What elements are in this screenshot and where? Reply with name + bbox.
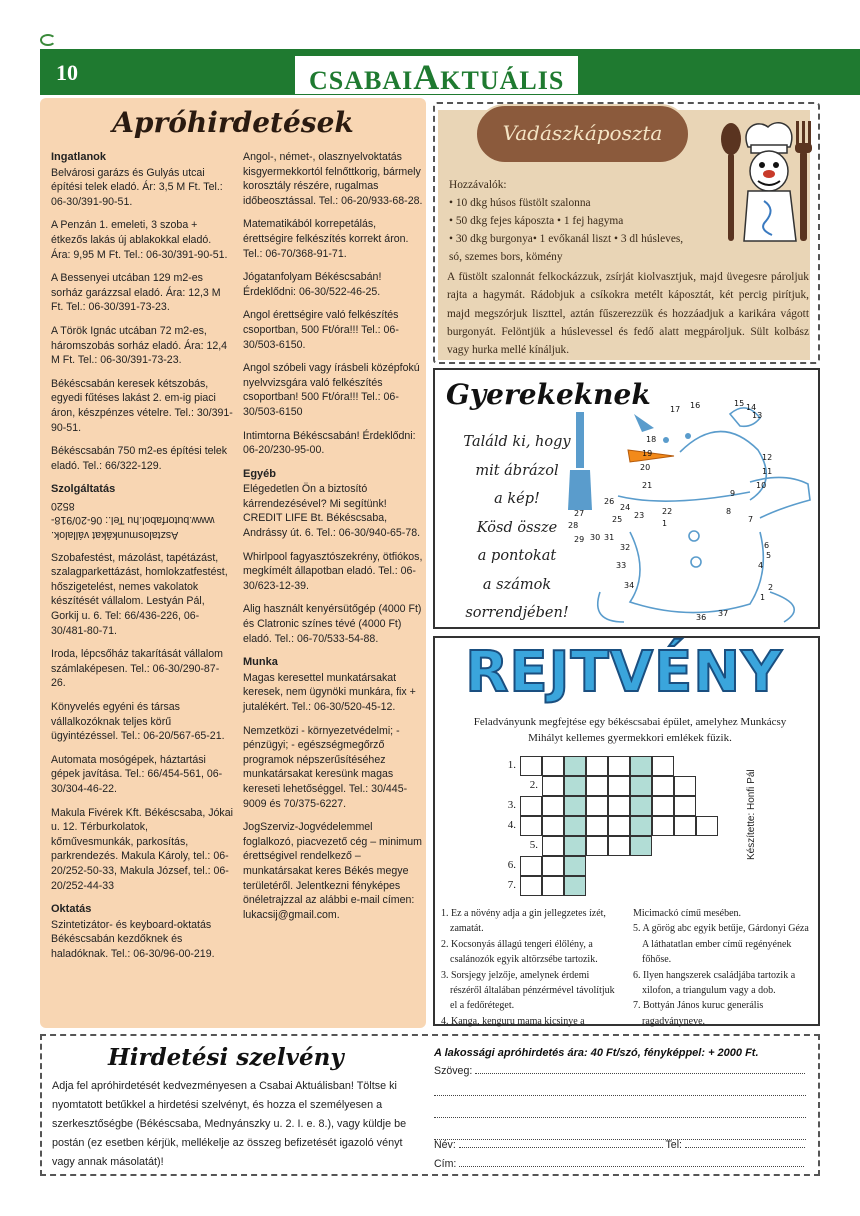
classified-ad: Jógatanfolyam Békéscsabán! Érdeklődni: 06-30/522-46-25. xyxy=(243,271,382,298)
svg-text:36: 36 xyxy=(696,613,707,622)
classified-ad: Makula Fivérek Kft. Békéscsaba, Jókai u. 12. Térburkolatok, kőművesmunkák, parkosítás, parkrendezés. Makula Károly, tel.: 06-20/252-50-33, Makula József, tel.: 06-20/252-44-33 xyxy=(51,806,233,892)
crossword-row-number: 2. xyxy=(529,779,538,791)
crossword-cell[interactable] xyxy=(630,756,652,776)
svg-text:32: 32 xyxy=(620,543,631,552)
coupon-text-line[interactable] xyxy=(434,1108,806,1121)
svg-text:31: 31 xyxy=(604,533,615,542)
classified-ad: Angol szóbeli vagy írásbeli középfokú nyelvvizsgára való felkészítés csoportban! 500 Ft/óra!!! Tel.: 06-30/503-6150 xyxy=(243,362,420,418)
crossword-cell[interactable] xyxy=(652,776,674,796)
svg-text:12: 12 xyxy=(762,453,773,462)
crossword-cell[interactable] xyxy=(564,776,586,796)
recipe-title: Vadászkáposzta xyxy=(502,121,663,145)
classified-ad: Könyvelés egyéni és társas vállalkozóknak teljes körű ügyintézéssel. Tel.: 06-20/567-65-21. xyxy=(51,701,225,743)
svg-text:8: 8 xyxy=(726,507,732,516)
svg-text:23: 23 xyxy=(634,511,645,520)
svg-text:22: 22 xyxy=(662,507,673,516)
svg-text:29: 29 xyxy=(574,535,585,544)
svg-text:14: 14 xyxy=(746,403,757,412)
paper-title xyxy=(295,56,578,97)
svg-text:11: 11 xyxy=(762,467,773,476)
svg-text:17: 17 xyxy=(670,405,681,414)
crossword-cell[interactable] xyxy=(520,856,542,876)
instruction-line: Találd ki, hogy xyxy=(463,434,571,450)
crossword-cell[interactable] xyxy=(564,836,586,856)
page-number: 10 xyxy=(56,60,78,85)
title-prefix: CSABAI xyxy=(309,66,414,95)
crossword-cell[interactable] xyxy=(630,816,652,836)
crossword-row-number: 1. xyxy=(507,759,516,771)
crossword-cell[interactable] xyxy=(586,796,608,816)
ingredient-line: só, szemes bors, kömény xyxy=(449,251,563,263)
crossword-clues-right xyxy=(633,906,813,1029)
classified-ad: A Bessenyei utcában 129 m2-es sorház garázzsal eladó. Ára: 12,3 M Ft. Tel.: 06-30/391-73-23. xyxy=(51,272,221,314)
classified-ad: Szintetizátor- és keyboard-oktatás Békéscsabán kezdőknek és haladóknak. Tel.: 06-30/96-00-219. xyxy=(51,918,215,960)
svg-text:28: 28 xyxy=(568,521,579,530)
classified-ad: Automata mosógépek, háztartási gépek javítása. Tel.: 66/454-561, 06-30/304-46-22. xyxy=(51,753,223,795)
recipe-method: A füstölt szalonnát felkockázzuk, zsírját kiolvasztjuk, majd üvegesre pároljuk rajta a hagymát. Rádobjuk a csíkokra metélt káposztát, két percig pirítjuk, majd megszórjuk liszttel, aztán fűszerezzük és hozzáadjuk a karikára vágott burgonyát. Felöntjük a húslevessel és fedő alatt megpároljuk. Sült kolbász vagy hurka mellé kínáljuk. xyxy=(447,271,809,357)
crossword-cell[interactable] xyxy=(608,776,630,796)
svg-text:18: 18 xyxy=(646,435,657,444)
crossword-clue: 1. Ez a növény adja a gin jellegzetes ízét, zamatát. xyxy=(441,908,606,935)
svg-text:30: 30 xyxy=(590,533,601,542)
crossword-cell[interactable] xyxy=(674,776,696,796)
classified-ad: Alig használt kenyérsütőgép (4000 Ft) és Clatronic színes tévé (4000 Ft) eladó. Tel.: 06-70/533-54-88. xyxy=(243,603,422,645)
classified-ad: Angol-, német-, olasznyelvoktatás kisgyermekkortól felnőttkorig, bármely korosztály részére, rugalmas időbeosztással. Tel.: 06-20/933-68-28. xyxy=(243,151,423,207)
classified-ad: Angol érettségire való felkészítés csoportban, 500 Ft/óra!!! Tel.: 06-30/503-6150. xyxy=(243,309,399,351)
phone-field-label: Tel: xyxy=(665,1139,683,1151)
crossword-clue: 5. A görög abc egyik betűje, Gárdonyi Géza A láthatatlan ember című regényének főhőse. xyxy=(633,923,809,966)
crossword-row-number: 6. xyxy=(507,859,516,871)
ingredient-line: • 10 dkg húsos füstölt szalonna xyxy=(449,197,591,209)
svg-text:1: 1 xyxy=(760,593,766,602)
crossword-row-number: 4. xyxy=(507,819,516,831)
upside-down-ad: Asztalosmunkákat vállalok. www.butorfabol.hu Tel.: 06-20/918-8520 xyxy=(51,499,215,541)
crossword-clue: 7. Bottyán János kuruc generális ragadványneve. xyxy=(633,1000,764,1027)
crossword-cell[interactable] xyxy=(542,816,564,836)
ads-section-heading: Egyéb xyxy=(243,467,277,480)
classified-ad: Békéscsabán 750 m2-es építési telek eladó. Tel.: 66/322-129. xyxy=(51,445,228,472)
spoon-icon xyxy=(721,123,741,155)
classified-ad: Nemzetközi - környezetvédelmi; - pénzügyi; - egészségmegőrző programok népszerűsítéséhez munkatársakat keresünk magas kereseti lehetőséggel. Tel.: 30/445-9009 és 70/375-6227. xyxy=(243,724,408,810)
svg-text:34: 34 xyxy=(624,581,635,590)
crossword-clue: 6. Ilyen hangszerek családjába tartozik a xilofon, a triangulum vagy a dob. xyxy=(633,969,796,997)
crossword-clue: 3. Sorsjegy jelzője, amelynek érdemi részéről általában pénzérmével távolítjuk el a fedőréteget. xyxy=(441,969,615,1012)
title-rest: KTUÁLIS xyxy=(440,66,565,95)
svg-text:20: 20 xyxy=(640,463,651,472)
crossword-clues-left xyxy=(441,906,619,1029)
classified-ad: JogSzerviz-Jogvédelemmel foglalkozó, piacvezető cég – minimum érettségivel rendelkező – munkatársakat keres Békés megye területéről. Jelentkezni fényképes önéletrajzzal az alábbi e-mail címen: lukacsij@gmail.com. xyxy=(243,821,423,921)
svg-text:21: 21 xyxy=(642,481,653,490)
crossword-row-number: 5. xyxy=(529,839,538,851)
crossword-cell[interactable] xyxy=(586,756,608,776)
chef-hat-icon xyxy=(746,123,792,147)
svg-text:16: 16 xyxy=(690,401,701,410)
crossword-cell[interactable] xyxy=(586,816,608,836)
svg-text:5: 5 xyxy=(766,551,772,560)
address-field-label: Cím: xyxy=(434,1158,457,1170)
svg-text:13: 13 xyxy=(752,411,763,420)
classified-ad: Whirlpool fagyasztószekrény, ötfiókos, megkímélt állapotban eladó. Tel.: 06-30/623-12-39. xyxy=(243,550,423,592)
crossword-cell[interactable] xyxy=(608,816,630,836)
coupon-instructions: Adja fel apróhirdetését kedvezményesen a Csabai Aktuálisban! Töltse ki nyomtatott betűkkel a hirdetési szelvényt, és hozza el személyesen a szerkesztőségbe (Békéscsaba, Mednyánszky u. 2. I. e. 8.), vagy küldje be postán (ez esetben kérjük, mellékelje az összeg befizetését igazoló vényt vagy annak másolatát)! xyxy=(52,1080,407,1168)
crossword-cell[interactable] xyxy=(696,816,718,836)
svg-text:37: 37 xyxy=(718,609,729,618)
instruction-line: Kösd össze xyxy=(476,519,558,536)
svg-text:26: 26 xyxy=(604,497,615,506)
svg-text:15: 15 xyxy=(734,399,745,408)
ingredient-line: • 30 dkg burgonya• 1 evőkanál liszt • 3 dl húsleves, xyxy=(449,233,684,245)
crossword-cell[interactable] xyxy=(652,756,674,776)
crossword-cell[interactable] xyxy=(564,856,586,876)
crossword-cell[interactable] xyxy=(542,756,564,776)
crossword-cell[interactable] xyxy=(520,796,542,816)
crossword-cell[interactable] xyxy=(520,876,542,896)
svg-text:2: 2 xyxy=(768,583,774,592)
crossword-cell[interactable] xyxy=(630,836,652,856)
classifieds-left-column xyxy=(51,150,233,971)
crossword-cell[interactable] xyxy=(586,836,608,856)
crossword-row-number: 7. xyxy=(507,879,516,891)
chef-illustration xyxy=(718,117,818,245)
crossword-cell[interactable] xyxy=(564,796,586,816)
broom-head xyxy=(568,470,592,510)
crossword-cell[interactable] xyxy=(608,796,630,816)
classified-ad: A Török Ignác utcában 72 m2-es, háromszobás sorház eladó. Ára: 12,4 M Ft. Tel.: 06-30/391-73-23. xyxy=(51,324,228,367)
crossword-cell[interactable] xyxy=(608,756,630,776)
crossword-cell[interactable] xyxy=(564,876,586,896)
instruction-line: mit ábrázol xyxy=(475,462,559,479)
svg-text:7: 7 xyxy=(748,515,754,524)
recipe-ingredients xyxy=(449,176,723,266)
instruction-line: sorrendjében! xyxy=(465,605,569,621)
dot-to-dot-snowman-picture xyxy=(570,392,818,627)
crossword-intro: Feladványunk megfejtése egy békéscsabai épület, amelyhez Munkácsy Mihályt kellemes gyermekkori emlékek fűzik. xyxy=(473,716,787,744)
crossword-clue: Micimackó című mesében. xyxy=(633,908,742,919)
classified-ad: Magas keresettel munkatársakat keresek, nem ügynöki munkára, fix + jutalékért. Tel.: 06-30/520-45-12. xyxy=(243,671,416,713)
crossword-cell[interactable] xyxy=(630,796,652,816)
classified-ad: Matematikából korrepetálás, érettségire felkészítés korrekt áron. Tel.: 06-70/368-91-71. xyxy=(243,218,409,260)
crossword-cell[interactable] xyxy=(674,796,696,816)
instruction-line: a kép! xyxy=(494,491,540,507)
svg-text:19: 19 xyxy=(642,449,653,458)
crossword-title: REJTVÉNY xyxy=(465,640,783,705)
classified-ad: Iroda, lépcsőház takarítását vállalom számlaképesen. Tel.: 06-30/290-87-26. xyxy=(51,648,223,690)
classifieds-right-column xyxy=(243,150,423,931)
classified-ad: Szobafestést, mázolást, tapétázást, szalagparkettázást, homlokzatfestést, hőszigetelést, nemes vakolatok készítését vállalom. Lestyán Pál, Gorkij u. 6. Tel: 66/436-226, 06-30/481-80-71. xyxy=(51,551,228,637)
instruction-line: a pontokat xyxy=(477,548,557,564)
ads-section-heading: Szolgáltatás xyxy=(51,483,116,496)
crossword-cell[interactable] xyxy=(542,796,564,816)
crossword-cell[interactable] xyxy=(674,816,696,836)
crossword-cell[interactable] xyxy=(564,756,586,776)
classified-ad: Belvárosi garázs és Gulyás utcai építési telek eladó. Ár: 3,5 M Ft. Tel.: 06-30/391-90-51. xyxy=(51,166,223,208)
svg-text:10: 10 xyxy=(756,481,767,490)
instruction-line: a számok xyxy=(482,576,552,593)
classified-ad: Békéscsabán keresek kétszobás, egyedi fűtéses lakást 2. em-ig piaci áron, készpénzes vételre. Tel.: 30/391-90-51. xyxy=(51,377,233,434)
text-field-label: Szöveg: xyxy=(434,1065,473,1077)
coupon-text-field[interactable] xyxy=(434,1064,805,1077)
coupon-price: A lakossági apróhirdetés ára: 40 Ft/szó, fényképpel: + 2000 Ft. xyxy=(434,1047,759,1059)
classified-ad: Elégedetlen Ön a biztosító kárrendezésével? Mi segítünk! CREDIT LIFE Bt. Békéscsaba, Andrássy út. 6. Tel.: 06-30/940-65-78. xyxy=(243,483,421,540)
crossword-author: Készítette: Honfi Pál xyxy=(746,769,757,860)
svg-text:24: 24 xyxy=(620,503,631,512)
classified-ad: A Penzán 1. emeleti, 3 szoba + étkezős lakás új ablakokkal eladó. Ára: 9,95 M Ft. Tel.: 06-30/391-90-51. xyxy=(51,219,228,261)
crossword-cell[interactable] xyxy=(542,776,564,796)
coupon-text-line[interactable] xyxy=(434,1086,806,1099)
crossword-row-number: 3. xyxy=(507,799,516,811)
crossword-clue: 4. Kanga, kenguru mama kicsinye a xyxy=(441,1015,585,1027)
fork-icon xyxy=(795,121,812,241)
crossword-clue: 2. Kocsonyás állagú tengeri élőlény, a csalánozók egyik altörzsébe tartozik. xyxy=(441,938,598,966)
title-big-letter: A xyxy=(413,57,441,97)
svg-text:9: 9 xyxy=(730,489,736,498)
svg-text:1: 1 xyxy=(662,519,668,528)
coupon-title: Hirdetési szelvény xyxy=(108,1044,344,1071)
crossword-cell[interactable] xyxy=(608,836,630,856)
header-swirl-ornament xyxy=(40,34,56,46)
crossword-cell[interactable] xyxy=(652,796,674,816)
crossword-cell[interactable] xyxy=(542,836,564,856)
coupon-name-field[interactable] xyxy=(434,1138,805,1151)
crossword-cell[interactable] xyxy=(652,816,674,836)
ads-section-heading: Munka xyxy=(243,656,278,669)
classified-ad: Intimtorna Békéscsabán! Érdeklődni: 06-20/230-95-00. xyxy=(243,429,416,457)
kids-title: Gyerekeknek xyxy=(446,378,651,411)
name-field-label: Név: xyxy=(434,1139,456,1151)
svg-text:4: 4 xyxy=(758,561,764,570)
crossword-cell[interactable] xyxy=(542,876,564,896)
svg-text:27: 27 xyxy=(574,509,585,518)
crossword-cell[interactable] xyxy=(520,816,542,836)
crossword-cell[interactable] xyxy=(520,756,542,776)
crossword-cell[interactable] xyxy=(586,776,608,796)
crossword-cell[interactable] xyxy=(564,816,586,836)
crossword-cell[interactable] xyxy=(542,856,564,876)
ads-section-heading: Oktatás xyxy=(51,903,92,916)
svg-text:33: 33 xyxy=(616,561,627,570)
svg-text:25: 25 xyxy=(612,515,623,524)
ingredients-heading: Hozzávalók: xyxy=(449,179,507,191)
svg-text:6: 6 xyxy=(764,541,770,550)
classifieds-heading: Apróhirdetések xyxy=(112,106,354,139)
ads-section-heading: Ingatlanok xyxy=(51,151,107,163)
crossword-cell[interactable] xyxy=(630,776,652,796)
coupon-address-field[interactable] xyxy=(434,1157,804,1170)
ingredient-line: • 50 dkg fejes káposzta • 1 fej hagyma xyxy=(449,215,624,227)
